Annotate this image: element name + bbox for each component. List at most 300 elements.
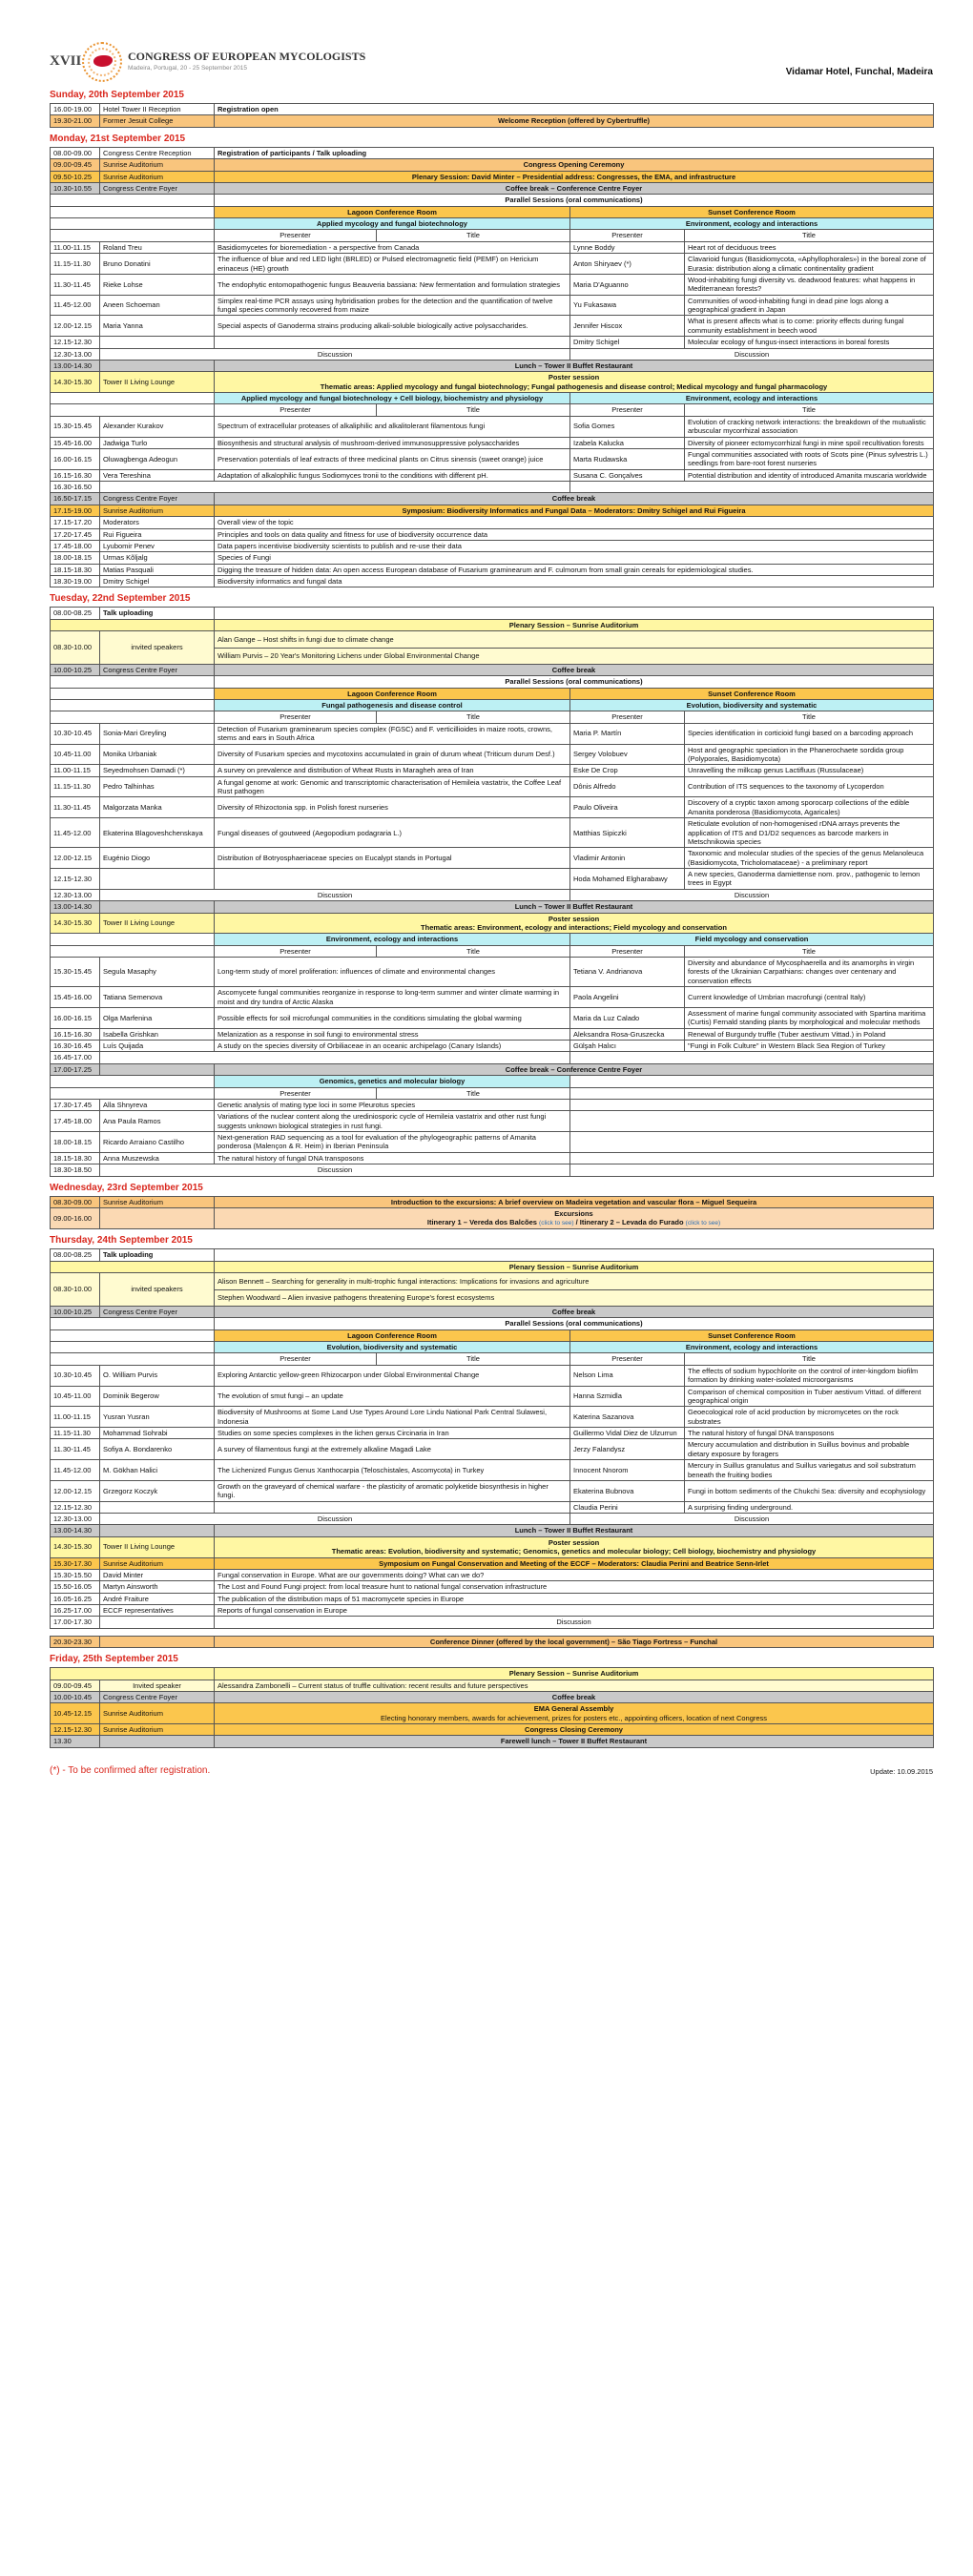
schedule-row — [51, 348, 934, 360]
title-header: Title — [377, 404, 570, 416]
spacer-cell — [51, 1628, 934, 1636]
time-cell: 17.00-17.25 — [51, 1063, 100, 1075]
event-cell: Registration open — [215, 104, 934, 115]
schedule-row — [51, 869, 934, 890]
schedule-row — [51, 528, 934, 540]
presenter-left: Alla Shnyreva — [100, 1099, 215, 1110]
presenter-right: Claudia Perini — [570, 1501, 685, 1513]
time-cell: 14.30-15.30 — [51, 1536, 100, 1557]
time-cell: 09.50-10.25 — [51, 171, 100, 182]
time-cell: 18.30-18.50 — [51, 1164, 100, 1176]
time-cell: 17.15-19.00 — [51, 505, 100, 516]
schedule-row — [51, 1480, 934, 1501]
title-header: Title — [685, 1353, 934, 1365]
time-cell: 16.45-17.00 — [51, 1052, 100, 1063]
time-cell: 10.30-10.45 — [51, 723, 100, 744]
schedule-row — [51, 1063, 934, 1075]
title-left: Biodiversity of Mushrooms at Some Land Use Types Around Lore Lindu National Park Central Sulawesi, Indonesia — [215, 1407, 570, 1428]
empty-cell — [51, 230, 215, 241]
time-cell: 15.45-16.00 — [51, 437, 100, 448]
title-right: Host and geographic speciation in the Phanerochaete sordida group (Polyporales, Basidiomycota) — [685, 744, 934, 765]
title-right: Communities of wood-inhabiting fungi in dead pine logs along a geographical gradient in Japan — [685, 295, 934, 316]
schedule-row — [51, 182, 934, 194]
empty-cell — [51, 404, 215, 416]
schedule-row — [51, 1691, 934, 1702]
title-right: Mercury in Suillus granulatus and Suillus variegatus and soil substratum beneath the fruiting bodies — [685, 1460, 934, 1481]
title-right: Contribution of ITS sequences to the taxonomy of Lycoperdon — [685, 776, 934, 797]
title-header: Title — [377, 1353, 570, 1365]
time-cell: 10.30-10.55 — [51, 182, 100, 194]
day-schedule-table — [50, 607, 934, 1176]
theme-right: Environment, ecology and interactions — [570, 393, 934, 404]
schedule-row — [51, 295, 934, 316]
location-cell: Hotel Tower II Reception — [100, 104, 215, 115]
title-left: Growth on the graveyard of chemical warfare - the plasticity of aromatic polyketide biosynthesis in higher fungi. — [215, 1480, 570, 1501]
time-cell: 12.15-12.30 — [51, 337, 100, 348]
event-cell — [215, 1249, 934, 1261]
time-cell: 10.45-11.00 — [51, 744, 100, 765]
time-cell: 16.00-19.00 — [51, 104, 100, 115]
schedule-row — [51, 1329, 934, 1341]
time-cell: 19.30-21.00 — [51, 115, 100, 127]
presenter-header: Presenter — [570, 404, 685, 416]
presenter-header: Presenter — [215, 945, 377, 957]
presenter-left — [100, 337, 215, 348]
day-heading: Friday, 25th September 2015 — [50, 1654, 178, 1665]
congress-title: CONGRESS OF EUROPEAN MYCOLOGISTS — [128, 50, 366, 63]
location-cell — [100, 901, 215, 913]
time-cell: 16.30-16.45 — [51, 1041, 100, 1052]
presenter-right: Anton Shiryaev (*) — [570, 254, 685, 275]
presenter-left: Oluwagbenga Adeogun — [100, 448, 215, 469]
time-cell: 08.30-10.00 — [51, 1273, 100, 1307]
presenter-left: Rieke Lohse — [100, 274, 215, 295]
time-cell: 10.00-10.25 — [51, 664, 100, 675]
empty-cell — [51, 711, 215, 723]
schedule-row — [51, 1569, 934, 1580]
congress-logo — [50, 36, 366, 84]
location-cell: Urmas Kõljalg — [100, 552, 215, 564]
discussion-right — [570, 482, 934, 493]
schedule-row — [51, 1028, 934, 1040]
empty-cell — [51, 676, 215, 688]
presenter-right: Guillermo Vidal Diez de Ulzurrun — [570, 1428, 685, 1439]
discussion-right — [570, 1052, 934, 1063]
presenter-right: Susana C. Gonçalves — [570, 469, 685, 481]
event-cell: Biodiversity informatics and fungal data — [215, 576, 934, 587]
title-left: Next-generation RAD sequencing as a tool for evaluation of the phylogeographic patterns of Amanita ponderosa (Malençon & R. Heim) in Iberian Peninsula — [215, 1132, 570, 1153]
schedule-row — [51, 1164, 934, 1176]
time-cell: 13.00-14.30 — [51, 360, 100, 371]
time-cell: 08.30-10.00 — [51, 631, 100, 665]
event-cell: Overall view of the topic — [215, 517, 934, 528]
time-cell: 17.15-17.20 — [51, 517, 100, 528]
day-heading: Wednesday, 23rd September 2015 — [50, 1182, 203, 1193]
title-right: Molecular ecology of fungus-insect interactions in boreal forests — [685, 337, 934, 348]
location-cell: Sunrise Auditorium — [100, 1703, 215, 1724]
title-right: Renewal of Burgundy truffle (Tuber aestivum Vittad.) in Poland — [685, 1028, 934, 1040]
schedule-row — [51, 552, 934, 564]
title-left: Fungal diseases of goutweed (Aegopodium podagraria L.) — [215, 818, 570, 848]
location-cell — [100, 1617, 215, 1628]
title-left: Detection of Fusarium graminearum species complex (FGSC) and F. verticillioides in maize roots, crowns, stems and ears in South Africa — [215, 723, 570, 744]
location-cell: Sunrise Auditorium — [100, 1557, 215, 1569]
time-cell: 17.00-17.30 — [51, 1617, 100, 1628]
time-cell: 17.45-18.00 — [51, 1111, 100, 1132]
discussion-left: Discussion — [100, 348, 570, 360]
title-right: Assessment of marine fungal community associated with Spartina maritima (Curtis) Fernald standing plants by morphological and molecular methods — [685, 1007, 934, 1028]
title-header: Title — [685, 230, 934, 241]
poster-thematic-areas: Thematic areas: Environment, ecology and interactions; Field mycology and conservation — [421, 922, 727, 932]
update-date: Update: 10.09.2015 — [870, 1766, 933, 1776]
time-cell: 18.15-18.30 — [51, 564, 100, 575]
presenter-left: Roland Treu — [100, 241, 215, 253]
presenter-left: Sonia-Mari Greyling — [100, 723, 215, 744]
title-left: The Lichenized Fungus Genus Xanthocarpia (Teloschistales, Ascomycota) in Turkey — [215, 1460, 570, 1481]
location-cell: Congress Centre Foyer — [100, 493, 215, 505]
schedule-row — [51, 1428, 934, 1439]
title-header: Title — [377, 945, 570, 957]
empty-cell — [570, 1132, 934, 1153]
location-cell: Tower II Living Lounge — [100, 372, 215, 393]
poster-session-title: Poster session — [548, 1537, 600, 1547]
schedule-row — [51, 848, 934, 869]
location-cell: Tower II Living Lounge — [100, 1536, 215, 1557]
empty-cell — [51, 619, 215, 630]
presenter-header: Presenter — [215, 1353, 377, 1365]
room-lagoon: Lagoon Conference Room — [215, 206, 570, 217]
title-left: Studies on some species complexes in the lichen genus Circinaria in Iran — [215, 1428, 570, 1439]
location-cell: invited speakers — [100, 631, 215, 665]
schedule-row — [51, 540, 934, 551]
presenter-header: Presenter — [570, 1353, 685, 1365]
event-cell — [215, 608, 934, 619]
schedule-row — [51, 934, 934, 945]
presenter-left: Alexander Kurakov — [100, 416, 215, 437]
time-cell: 09.00-16.00 — [51, 1207, 100, 1229]
time-cell: 11.15-11.30 — [51, 1428, 100, 1439]
event-cell: Farewell lunch – Tower II Buffet Restaurant — [215, 1736, 934, 1747]
presenter-right: Hoda Mohamed Elgharabawy — [570, 869, 685, 890]
schedule-row — [51, 517, 934, 528]
theme-left: Genomics, genetics and molecular biology — [215, 1076, 570, 1087]
schedule-row — [51, 1703, 934, 1724]
presenter-left: Luís Quijada — [100, 1041, 215, 1052]
title-left: A study on the species diversity of Orbiliaceae in an oceanic archipelago (Canary Islands) — [215, 1041, 570, 1052]
schedule-row — [51, 337, 934, 348]
footnote: (*) - To be confirmed after registration. — [50, 1764, 211, 1776]
schedule-row — [51, 765, 934, 776]
event-cell: Fungal conservation in Europe. What are our governments doing? What can we do? — [215, 1569, 934, 1580]
title-left: Adaptation of alkalophilic fungus Sodiomyces tronii to the conditions with different pH. — [215, 469, 570, 481]
time-cell: 08.00-08.25 — [51, 608, 100, 619]
presenter-right: Katerina Sazanova — [570, 1407, 685, 1428]
event-cell: Reports of fungal conservation in Europe — [215, 1605, 934, 1617]
title-left: Long-term study of morel proliferation: influences of climate and environmental changes — [215, 958, 570, 987]
title-right: Taxonomic and molecular studies of the species of the genus Melanoleuca (Basidiomycota, Tricholomataceae) - a preliminary report — [685, 848, 934, 869]
presenter-header: Presenter — [570, 711, 685, 723]
schedule-row — [51, 416, 934, 437]
plenary-heading: Plenary Session – Sunrise Auditorium — [215, 1261, 934, 1272]
time-cell: 16.05-16.25 — [51, 1593, 100, 1604]
presenter-header: Presenter — [570, 945, 685, 957]
time-cell: 16.15-16.30 — [51, 469, 100, 481]
schedule-row — [51, 1724, 934, 1736]
event-cell: Lunch – Tower II Buffet Restaurant — [215, 1525, 934, 1536]
poster-session-cell — [215, 372, 934, 393]
location-cell: Martyn Ainsworth — [100, 1581, 215, 1593]
itinerary-2: / Itinerary 2 – Levada do Furado — [573, 1218, 684, 1227]
title-right: Fungal communities associated with roots of Scots pine (Pinus sylvestris L.) seedlings from bare-root forest nurseries — [685, 448, 934, 469]
schedule-row — [51, 437, 934, 448]
event-cell: Lunch – Tower II Buffet Restaurant — [215, 360, 934, 371]
presenter-right: Paola Angelini — [570, 987, 685, 1008]
schedule-row — [51, 147, 934, 158]
event-cell: Registration of participants / Talk uploading — [215, 147, 934, 158]
schedule-row — [51, 913, 934, 934]
time-cell: 08.00-09.00 — [51, 147, 100, 158]
title-right: The effects of sodium hypochlorite on the control of inter-kingdom biofilm formation by drinking water-isolated microorganisms — [685, 1365, 934, 1386]
schedule-row — [51, 711, 934, 723]
time-cell: 10.30-10.45 — [51, 1365, 100, 1386]
empty-cell — [51, 1076, 215, 1087]
time-cell: 11.45-12.00 — [51, 1460, 100, 1481]
day-schedule-table — [50, 1248, 934, 1648]
theme-left: Applied mycology and fungal biotechnology — [215, 218, 570, 230]
schedule-row — [51, 1557, 934, 1569]
schedule-row — [51, 1617, 934, 1628]
location-cell: invited speakers — [100, 1273, 215, 1307]
day-schedule-table — [50, 147, 934, 588]
title-right: Potential distribution and identity of introduced Amanita muscaria worldwide — [685, 469, 934, 481]
time-cell: 15.30-15.50 — [51, 1569, 100, 1580]
location-cell: Sunrise Auditorium — [100, 1724, 215, 1736]
empty-cell — [51, 393, 215, 404]
title-right: Fungi in bottom sediments of the Chukchi Sea: diversity and ecophysiology — [685, 1480, 934, 1501]
time-cell: 11.15-11.30 — [51, 254, 100, 275]
empty-cell — [570, 1099, 934, 1110]
time-cell: 12.30-13.00 — [51, 1514, 100, 1525]
day-heading: Thursday, 24th September 2015 — [50, 1235, 193, 1247]
location-cell: David Minter — [100, 1569, 215, 1580]
schedule-row — [51, 1628, 934, 1636]
time-cell: 11.00-11.15 — [51, 1407, 100, 1428]
divider — [215, 1289, 933, 1290]
time-cell: 15.30-15.45 — [51, 416, 100, 437]
poster-session-cell — [215, 1536, 934, 1557]
location-cell — [100, 1736, 215, 1747]
discussion-left: Discussion — [100, 889, 570, 900]
presenter-right: Dônis Alfredo — [570, 776, 685, 797]
time-cell: 16.00-16.15 — [51, 448, 100, 469]
room-sunset: Sunset Conference Room — [570, 688, 934, 699]
day-schedule-table — [50, 103, 934, 128]
schedule-row — [51, 631, 934, 665]
invited-talk: Alan Gange – Host shifts in fungi due to climate change — [217, 635, 394, 645]
title-right: Reticulate evolution of non-homogenised rDNA arrays prevents the application of ITS and D1/D2 sequences as barcode markers in Metschnikowia species — [685, 818, 934, 848]
time-cell: 09.00-09.45 — [51, 159, 100, 171]
event-cell: Plenary Session: David Minter – Presidential address: Congresses, the EMA, and infrastructure — [215, 171, 934, 182]
day-heading: Sunday, 20th September 2015 — [50, 90, 184, 100]
poster-session-title: Poster session — [548, 914, 600, 923]
empty-cell — [570, 1164, 934, 1176]
theme-left: Environment, ecology and interactions — [215, 934, 570, 945]
title-left — [215, 337, 570, 348]
time-cell: 11.45-12.00 — [51, 295, 100, 316]
schedule-row — [51, 1087, 934, 1099]
schedule-row — [51, 469, 934, 481]
presenter-right: Paulo Oliveira — [570, 797, 685, 818]
title-right: Diversity and abundance of Mycosphaerella and its anamorphs in virgin forests of the Ukrainian Carpathians: changes over centenary and conservation effects — [685, 958, 934, 987]
title-left: Biosynthesis and structural analysis of mushroom-derived immunosuppressive polysaccharides — [215, 437, 570, 448]
room-sunset: Sunset Conference Room — [570, 1329, 934, 1341]
time-cell: 11.15-11.30 — [51, 776, 100, 797]
schedule-row — [51, 1439, 934, 1460]
empty-cell — [51, 1087, 215, 1099]
presenter-right: Yu Fukasawa — [570, 295, 685, 316]
presenter-right: Hanna Szmidla — [570, 1386, 685, 1407]
event-cell: Conference Dinner (offered by the local government) – São Tiago Fortress – Funchal — [215, 1636, 934, 1647]
title-right: Diversity of pioneer ectomycorrhizal fungi in mine spoil recultivation forests — [685, 437, 934, 448]
title-right: A new species, Ganoderma damiettense nom. prov., pathogenic to lemon trees in Egypt — [685, 869, 934, 890]
event-cell: Discussion — [215, 1617, 934, 1628]
schedule-row — [51, 1099, 934, 1110]
schedule-row — [51, 1636, 934, 1647]
time-cell: 11.00-11.15 — [51, 241, 100, 253]
time-cell: 12.30-13.00 — [51, 348, 100, 360]
empty-cell — [51, 1353, 215, 1365]
location-cell: Former Jesuit College — [100, 115, 215, 127]
presenter-left: Olga Marfenina — [100, 1007, 215, 1028]
location-cell: Sunrise Auditorium — [100, 171, 215, 182]
invited-talks-cell — [215, 1273, 934, 1307]
time-cell: 11.45-12.00 — [51, 818, 100, 848]
title-left: A survey of filamentous fungi at the extremely alkaline Magadi Lake — [215, 1439, 570, 1460]
time-cell: 11.30-11.45 — [51, 274, 100, 295]
event-cell: Alessandra Zambonelli – Current status of truffle cultivation: recent results and future perspectives — [215, 1680, 934, 1691]
presenter-left: Jadwiga Turlo — [100, 437, 215, 448]
parallel-sessions-heading: Parallel Sessions (oral communications) — [215, 1318, 934, 1329]
schedule-row — [51, 1261, 934, 1272]
title-right: Current knowledge of Umbrian macrofungi (central Italy) — [685, 987, 934, 1008]
empty-cell — [51, 700, 215, 711]
schedule-row — [51, 1152, 934, 1164]
title-left: A survey on prevalence and distribution of Wheat Rusts in Maragheh area of Iran — [215, 765, 570, 776]
schedule-row — [51, 360, 934, 371]
location-cell: Lyubomir Penev — [100, 540, 215, 551]
schedule-row — [51, 1196, 934, 1207]
divider — [215, 648, 933, 649]
schedule-row — [51, 1668, 934, 1680]
schedule-row — [51, 889, 934, 900]
location-cell: Congress Centre Foyer — [100, 1691, 215, 1702]
schedule-row — [51, 1318, 934, 1329]
day-heading: Tuesday, 22nd September 2015 — [50, 593, 191, 605]
poster-thematic-areas: Thematic areas: Evolution, biodiversity and systematic; Genomics, genetics and molecular biology; Cell biology, biochemistry and physiology — [331, 1547, 817, 1556]
presenter-left: Bruno Donatini — [100, 254, 215, 275]
theme-right: Environment, ecology and interactions — [570, 1342, 934, 1353]
location-cell — [100, 1525, 215, 1536]
empty-cell — [51, 218, 215, 230]
presenter-right: Marta Rudawska — [570, 448, 685, 469]
presenter-left: O. William Purvis — [100, 1365, 215, 1386]
schedule-row — [51, 505, 934, 516]
empty-cell — [51, 688, 215, 699]
event-cell: Coffee break — [215, 1691, 934, 1702]
poster-session-title: Poster session — [548, 373, 600, 382]
time-cell: 10.45-12.15 — [51, 1703, 100, 1724]
time-cell: 10.00-10.45 — [51, 1691, 100, 1702]
presenter-left: Isabella Grishkan — [100, 1028, 215, 1040]
room-sunset: Sunset Conference Room — [570, 206, 934, 217]
title-left: Distribution of Botryosphaeriaceae species on Eucalypt stands in Portugal — [215, 848, 570, 869]
presenter-right: Vladimir Antonin — [570, 848, 685, 869]
title-left: Ascomycete fungal communities reorganize in response to long-term summer and winter climate warming in moist and dry tundra of Arctic Alaska — [215, 987, 570, 1008]
theme-right: Field mycology and conservation — [570, 934, 934, 945]
presenter-right: Maria da Luz Calado — [570, 1007, 685, 1028]
schedule-row — [51, 1365, 934, 1386]
location-cell: Talk uploading — [100, 608, 215, 619]
schedule-row — [51, 945, 934, 957]
presenter-left: Monika Urbaniak — [100, 744, 215, 765]
presenter-left: Mohammad Sohrabi — [100, 1428, 215, 1439]
schedule-row — [51, 482, 934, 493]
presenter-right: Eske De Crop — [570, 765, 685, 776]
time-cell: 12.00-12.15 — [51, 316, 100, 337]
schedule-row — [51, 723, 934, 744]
time-cell: 13.00-14.30 — [51, 901, 100, 913]
footer — [50, 1758, 933, 1796]
location-cell: Matias Pasquali — [100, 564, 215, 575]
event-cell: Symposium: Biodiversity Informatics and Fungal Data – Moderators: Dmitry Schigel and Rui Figueira — [215, 505, 934, 516]
location-cell: Moderators — [100, 517, 215, 528]
presenter-right: Innocent Nnorom — [570, 1460, 685, 1481]
discussion-left: Discussion — [100, 1164, 570, 1176]
empty-cell — [51, 945, 215, 957]
schedule-row — [51, 1076, 934, 1087]
schedule-row — [51, 115, 934, 127]
schedule-row — [51, 676, 934, 688]
schedule-row — [51, 1249, 934, 1261]
event-cell: Lunch – Tower II Buffet Restaurant — [215, 901, 934, 913]
location-cell: Rui Figueira — [100, 528, 215, 540]
header — [50, 27, 933, 84]
title-right: What is present affects what is to come: priority effects during fungal community establishment in beech wood — [685, 316, 934, 337]
itinerary-2-link[interactable]: (click to see) — [685, 1220, 721, 1227]
location-cell: ECCF representatives — [100, 1605, 215, 1617]
schedule-row — [51, 393, 934, 404]
schedule-row — [51, 1525, 934, 1536]
poster-thematic-areas: Thematic areas: Applied mycology and fungal biotechnology; Fungal pathogenesis and disease control; Medical mycology and fungal pharmacology — [320, 381, 828, 391]
schedule-row — [51, 1273, 934, 1307]
presenter-left: Dominik Begerow — [100, 1386, 215, 1407]
presenter-right: Gülşah Halıcı — [570, 1041, 685, 1052]
title-left: The natural history of fungal DNA transposons — [215, 1152, 570, 1164]
time-cell: 13.00-14.30 — [51, 1525, 100, 1536]
poster-session-cell — [215, 913, 934, 934]
title-right: Mercury accumulation and distribution in Suillus bovinus and probable dietary exposure by foragers — [685, 1439, 934, 1460]
presenter-left: Ricardo Arraiano Castilho — [100, 1132, 215, 1153]
presenter-right: Sofia Gomes — [570, 416, 685, 437]
presenter-header: Presenter — [215, 230, 377, 241]
presenter-left: Aneen Schoeman — [100, 295, 215, 316]
schedule-row — [51, 171, 934, 182]
time-cell: 17.45-18.00 — [51, 540, 100, 551]
time-cell: 16.50-17.15 — [51, 493, 100, 505]
schedule-row — [51, 195, 934, 206]
schedule-row — [51, 1386, 934, 1407]
itinerary-1-link[interactable]: (click to see) — [539, 1220, 574, 1227]
